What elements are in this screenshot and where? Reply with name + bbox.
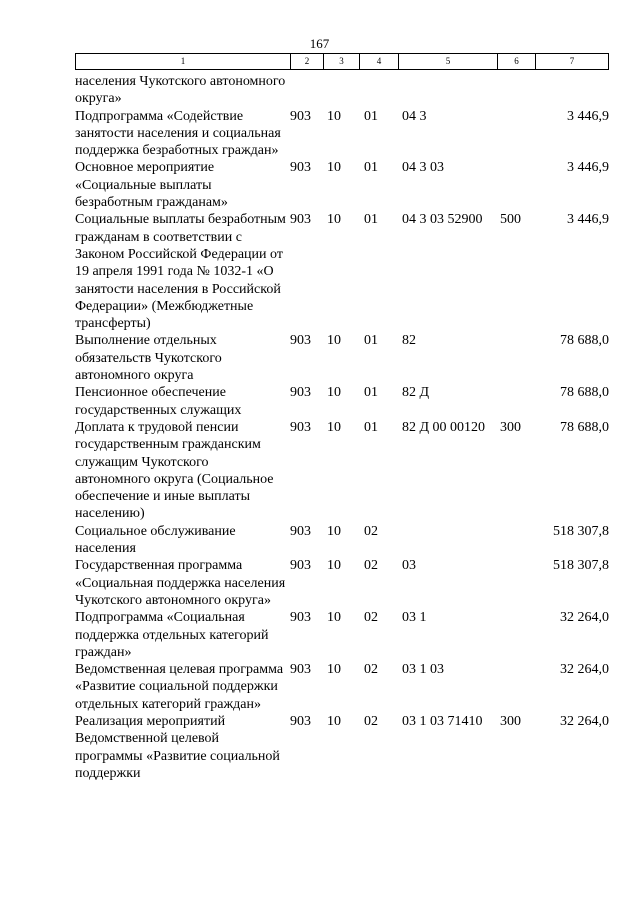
row-col-3: 10 [327, 212, 341, 228]
row-amount: 78 688,0 [560, 333, 609, 349]
table-body [75, 73, 609, 782]
row-col-2: 903 [290, 713, 311, 729]
row-name: Реализация мероприятий Ведомственной целевой программы «Развитие социальной поддержки [75, 713, 280, 781]
row-col-6: 500 [500, 212, 521, 228]
row-col-3: 10 [327, 610, 341, 626]
row-col-3: 10 [327, 523, 341, 539]
row-amount: 78 688,0 [560, 385, 609, 401]
row-col-4: 01 [364, 108, 378, 124]
row-name: населения Чукотского автономного округа» [75, 74, 286, 107]
row-name: Пенсионное обеспечение государственных служащих [75, 385, 242, 418]
column-header-5: 5 [399, 54, 498, 69]
row-name: Доплата к трудовой пенсии государственным гражданским служащим Чукотского автономного округа (Социальное обеспечение и иные выплаты населению) [75, 419, 274, 522]
row-amount: 32 264,0 [560, 610, 609, 626]
table-header [75, 53, 609, 70]
table-row [75, 108, 609, 160]
row-col-2: 903 [290, 160, 311, 176]
row-amount: 78 688,0 [560, 419, 609, 435]
row-col-4: 01 [364, 212, 378, 228]
row-col-5: 04 3 [402, 108, 427, 124]
row-col-2: 903 [290, 333, 311, 349]
row-col-2: 903 [290, 385, 311, 401]
column-header-7: 7 [569, 56, 575, 66]
row-col-4: 02 [364, 610, 378, 626]
row-col-6: 300 [500, 713, 521, 729]
row-col-5: 03 [402, 558, 416, 574]
row-amount: 3 446,9 [567, 160, 609, 176]
row-col-4: 02 [364, 713, 378, 729]
column-header-2: 2 [291, 54, 324, 69]
row-col-2: 903 [290, 108, 311, 124]
page-number: 167 [309, 36, 330, 51]
row-col-4: 01 [364, 160, 378, 176]
row-amount: 32 264,0 [560, 713, 609, 729]
row-name: Подпрограмма «Содействие занятости населения и социальная поддержка безработных граждан» [75, 108, 281, 159]
row-name: Государственная программа «Социальная поддержка населения Чукотского автономного округа» [75, 558, 286, 608]
row-col-4: 01 [364, 385, 378, 401]
row-col-2: 903 [290, 419, 311, 435]
row-col-3: 10 [327, 160, 341, 176]
row-amount: 3 446,9 [567, 108, 609, 124]
row-col-2: 903 [290, 523, 311, 539]
table-row [75, 523, 609, 558]
row-col-3: 10 [327, 108, 341, 124]
row-col-2: 903 [290, 662, 311, 678]
row-col-5: 04 3 03 [402, 160, 444, 176]
row-name: Основное мероприятие «Социальные выплаты безработным гражданам» [75, 160, 228, 211]
column-header-3: 3 [324, 54, 360, 69]
row-col-3: 10 [327, 558, 341, 574]
row-col-6: 300 [500, 419, 521, 435]
column-header-6: 6 [498, 54, 536, 69]
table-row [75, 332, 609, 384]
table-row [75, 609, 609, 661]
row-name: Социальное обслуживание населения [75, 523, 236, 557]
row-col-3: 10 [327, 333, 341, 349]
row-col-3: 10 [327, 662, 341, 678]
table-row [75, 419, 609, 523]
row-amount: 518 307,8 [553, 558, 609, 574]
row-col-4: 02 [364, 662, 378, 678]
table-row [75, 713, 609, 782]
column-header-1: 1 [76, 54, 291, 69]
row-col-2: 903 [290, 558, 311, 574]
row-col-3: 10 [327, 713, 341, 729]
row-name: Ведомственная целевая программа «Развитие социальной поддержки отдельных категорий граждан» [75, 662, 284, 712]
row-col-2: 903 [290, 212, 311, 228]
row-col-5: 82 Д 00 00120 [402, 419, 486, 435]
table-row [75, 384, 609, 419]
row-col-5: 82 Д [402, 385, 430, 401]
row-col-3: 10 [327, 385, 341, 401]
row-name: Подпрограмма «Социальная поддержка отдельных категорий граждан» [75, 610, 269, 660]
row-col-5: 03 1 03 71410 [402, 713, 483, 729]
table-row [75, 661, 609, 713]
row-col-4: 01 [364, 419, 378, 435]
row-amount: 518 307,8 [553, 523, 609, 539]
row-name: Выполнение отдельных обязательств Чукотского автономного округа [75, 333, 222, 384]
row-col-2: 903 [290, 610, 311, 626]
row-col-5: 03 1 [402, 610, 427, 626]
row-col-4: 02 [364, 558, 378, 574]
row-col-5: 03 1 03 [402, 662, 444, 678]
table-row [75, 211, 609, 332]
row-col-5: 82 [402, 333, 416, 349]
column-header-4: 4 [360, 54, 399, 69]
row-col-4: 01 [364, 333, 378, 349]
table-row [75, 159, 609, 211]
row-amount: 3 446,9 [567, 212, 609, 228]
row-col-4: 02 [364, 523, 378, 539]
row-name: Социальные выплаты безработным гражданам в соответствии с Законом Российской Федерации от 19 апреля 1991 года № 1032-1 «О занятости населения в Российской Федерации» (Межбюджетные трансферты) [75, 212, 286, 332]
row-col-5: 04 3 03 52900 [402, 212, 483, 228]
row-col-3: 10 [327, 419, 341, 435]
table-row [75, 557, 609, 609]
row-amount: 32 264,0 [560, 662, 609, 678]
table-row [75, 73, 609, 108]
